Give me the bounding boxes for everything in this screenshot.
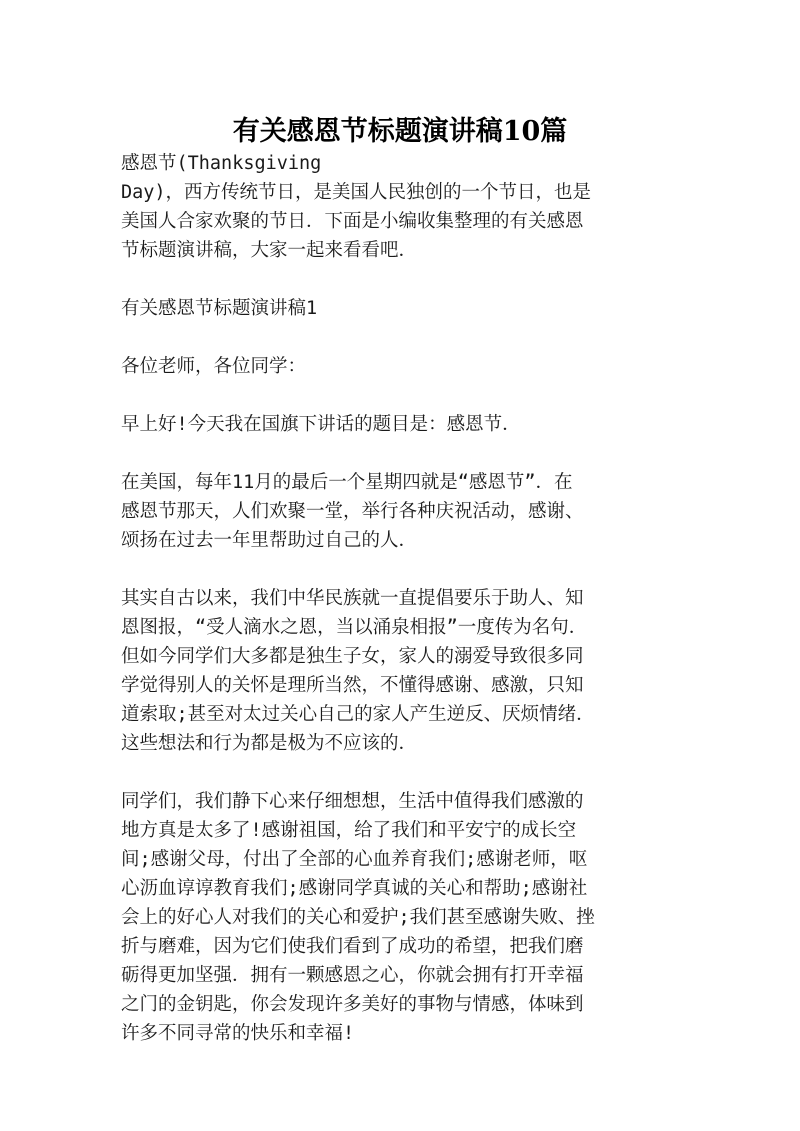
text-line: 恩图报，“受人滴水之恩，当以涌泉相报”一度传为名句． [121,617,588,638]
text-line: 地方真是太多了!感谢祖国，给了我们和平安宁的成长空 [121,820,577,841]
text-line: 同学们，我们静下心来仔细想想，生活中值得我们感激的 [121,791,584,812]
text-line: 感恩节(Thanksgiving [121,153,322,174]
text-line: 折与磨难，因为它们使我们看到了成功的希望，把我们磨 [121,936,584,957]
paragraph-gap [121,439,681,468]
text-line: 在美国，每年11月的最后一个星期四就是“感恩节”．在 [121,472,573,493]
text-line: 会上的好心人对我们的关心和爱护;我们甚至感谢失败、挫 [121,907,595,928]
paragraph-gap [121,323,681,352]
document-body [121,149,681,1048]
text-line: 砺得更加坚强．拥有一颗感恩之心，你就会拥有打开幸福 [121,965,584,986]
text-line: 道索取;甚至对太过关心自己的家人产生逆反、厌烦情绪． [121,704,595,725]
body-paragraph [121,787,681,1048]
intro-paragraph [121,149,681,265]
paragraph-gap [121,265,681,294]
text-line: 各位老师，各位同学： [121,356,307,377]
text-line: 节标题演讲稿，大家一起来看看吧． [121,240,418,261]
text-line: 但如今同学们大多都是独生子女，家人的溺爱导致很多同 [121,646,584,667]
text-line: 这些想法和行为都是极为不应该的． [121,733,418,754]
text-line: Day)，西方传统节日，是美国人民独创的一个节日，也是 [121,182,592,203]
text-line: 学觉得别人的关怀是理所当然，不懂得感谢、感激，只知 [121,675,584,696]
paragraph-gap [121,555,681,584]
text-line: 其实自古以来，我们中华民族就一直提倡要乐于助人、知 [121,588,584,609]
text-line: 间;感谢父母，付出了全部的心血养育我们;感谢老师，呕 [121,849,588,870]
text-line: 心沥血谆谆教育我们;感谢同学真诚的关心和帮助;感谢社 [121,878,588,899]
document-title: 有关感恩节标题演讲稿10篇 [232,116,568,147]
section-heading [121,294,681,323]
salutation-paragraph [121,352,681,381]
text-line: 有关感恩节标题演讲稿1 [121,298,318,319]
text-line: 颂扬在过去一年里帮助过自己的人． [121,530,418,551]
paragraph-gap [121,758,681,787]
body-paragraph [121,468,681,555]
text-line: 许多不同寻常的快乐和幸福! [121,1023,355,1044]
text-line: 美国人合家欢聚的节日．下面是小编收集整理的有关感恩 [121,211,584,232]
paragraph-gap [121,381,681,410]
greeting-paragraph [121,410,681,439]
body-paragraph [121,584,681,758]
text-line: 感恩节那天，人们欢聚一堂，举行各种庆祝活动，感谢、 [121,501,584,522]
text-line: 之门的金钥匙，你会发现许多美好的事物与情感，体味到 [121,994,584,1015]
text-line: 早上好!今天我在国旗下讲话的题目是：感恩节． [121,414,521,435]
